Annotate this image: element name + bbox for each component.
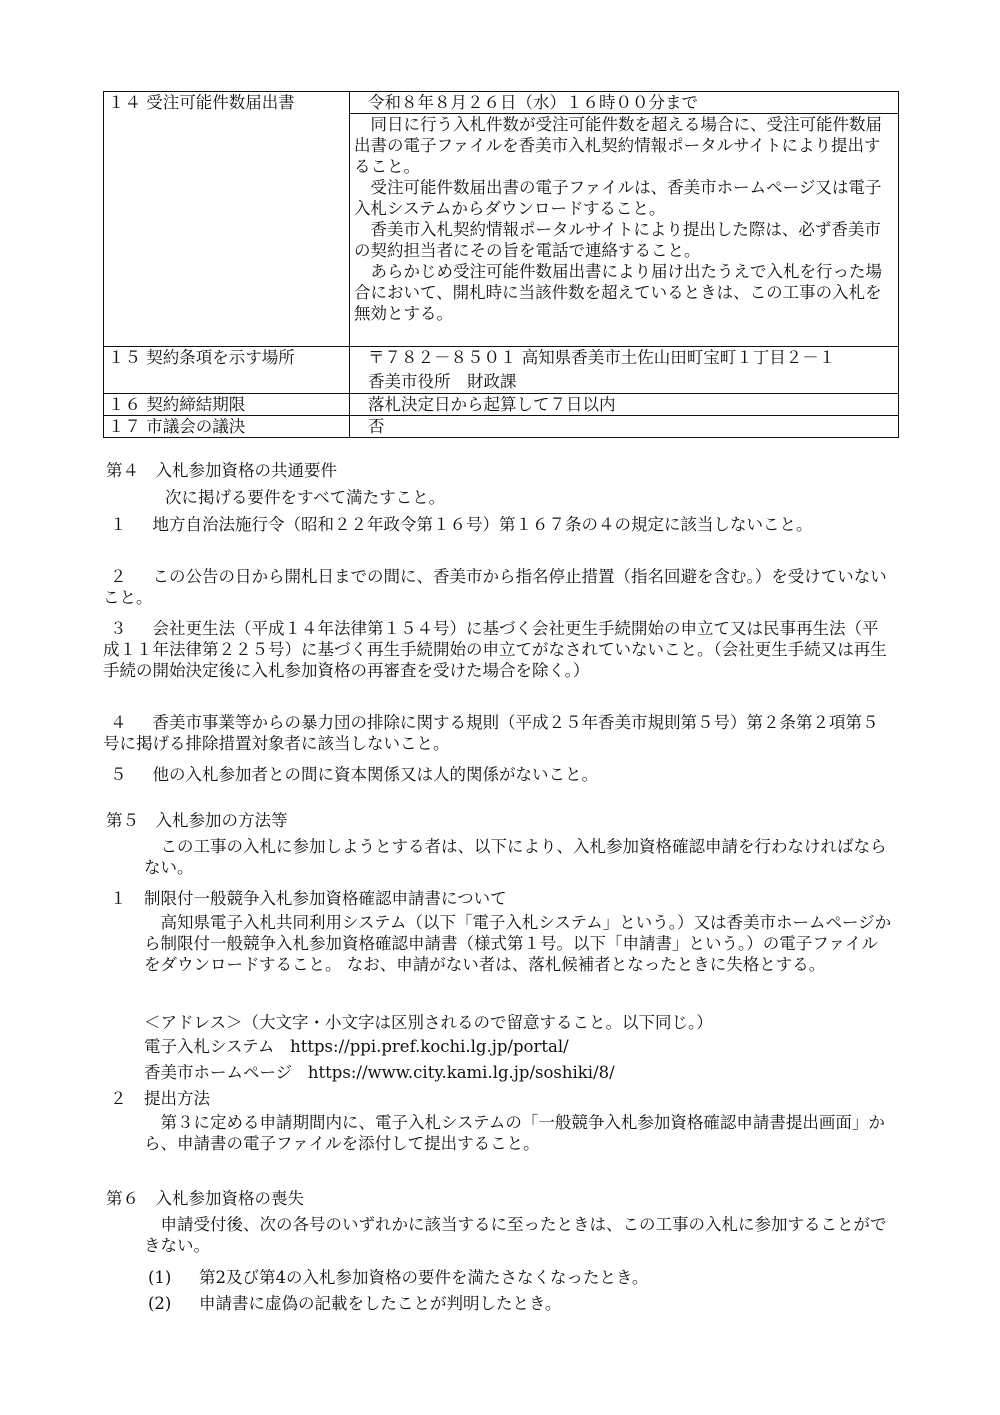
item-body: 高知県電子入札共同利用システム（以下「電子入札システム」という。）又は香美市ホームページから制限付一般競争入札参加資格確認申請書（様式第１号。以下「申請書」という。）の電子ファイルをダウンロードすること。 なお、申請がない者は、落札候補者となったときに失格とする。	[144, 913, 892, 974]
city-homepage-link[interactable]: https://www.city.kami.lg.jp/soshiki/8/	[307, 1063, 615, 1082]
item-text-wrap	[103, 514, 893, 535]
list-text: 第2及び第4の入札参加資格の要件を満たさなくなったとき。	[199, 1268, 649, 1287]
row-notes	[350, 114, 899, 347]
table-row	[104, 394, 899, 416]
link-row	[144, 1036, 894, 1057]
item-number: ２	[110, 567, 127, 586]
item-title: 提出方法	[144, 1089, 210, 1108]
note-paragraph: あらかじめ受注可能件数届出書により届け出たうえで入札を行った場合において、開札時に当該件数を超えているときは、この工事の入札を無効とする。	[354, 262, 882, 323]
item-text: 会社更生法（平成１４年法律第１５４号）に基づく会社更生手続開始の申立て又は民事再生法（平成１１年法律第２２５号）に基づく再生手続開始の申立てがなされていないこと。（会社更生手続又は再生手続の開始決定後に入札参加資格の再審査を受けた場合を除く。）	[103, 619, 887, 680]
note-paragraph: 同日に行う入札件数が受注可能件数を超える場合に、受注可能件数届出書の電子ファイルを香美市入札契約情報ポータルサイトにより提出すること。	[354, 115, 882, 176]
section-5-intro-wrap	[144, 836, 894, 878]
section-4-heading: 第４ 入札参加資格の共通要件	[106, 461, 337, 480]
row-label: １５ 契約条項を示す場所	[104, 347, 350, 394]
note-paragraph: 受注可能件数届出書の電子ファイルは、香美市ホームページ又は電子入札システムからダウンロードすること。	[354, 178, 882, 218]
list-text: 申請書に虚偽の記載をしたことが判明したとき。	[199, 1294, 562, 1313]
spec-table	[103, 91, 899, 438]
office-line: 香美市役所 財政課	[368, 372, 517, 391]
item-title: 制限付一般競争入札参加資格確認申請書について	[144, 889, 507, 908]
item-number: ５	[110, 765, 127, 784]
item-number: ２	[110, 1089, 127, 1108]
portal-link[interactable]: https://ppi.pref.kochi.lg.jp/portal/	[290, 1037, 569, 1056]
item-number: ４	[110, 713, 127, 732]
row-label: １６ 契約締結期限	[104, 394, 350, 416]
row-label: １４ 受注可能件数届出書	[104, 92, 350, 347]
row-value: 令和８年８月２６日（水）１６時００分まで	[350, 92, 899, 114]
item-text-wrap	[103, 618, 893, 681]
row-value	[350, 347, 899, 394]
table-row	[104, 347, 899, 394]
item-text: この公告の日から開札日までの間に、香美市から指名停止措置（指名回避を含む。）を受けていないこと。	[103, 567, 887, 607]
item-text-wrap	[103, 566, 893, 608]
item-body-wrap	[144, 912, 894, 975]
note-paragraph: 香美市入札契約情報ポータルサイトにより提出した際は、必ず香美市の契約担当者にその旨を電話で連絡すること。	[354, 220, 881, 260]
link-label: 香美市ホームページ	[144, 1063, 293, 1082]
link-row	[144, 1062, 894, 1083]
item-body: 第３に定める申請期間内に、電子入札システムの「一般競争入札参加資格確認申請書提出画面」から、申請書の電子ファイルを添付して提出すること。	[144, 1113, 885, 1153]
section-6-intro-wrap	[144, 1214, 894, 1256]
item-number: ３	[110, 619, 127, 638]
row-value: 落札決定日から起算して７日以内	[350, 394, 899, 416]
row-label: １７ 市議会の議決	[104, 416, 350, 438]
list-number: (1)	[148, 1268, 172, 1287]
section-6-heading: 第６ 入札参加資格の喪失	[106, 1189, 304, 1208]
address-line: 〒７８２－８５０１ 高知県香美市土佐山田町宝町１丁目２－１	[368, 348, 836, 367]
item-number: １	[110, 515, 127, 534]
item-body-wrap	[144, 1112, 894, 1154]
table-row	[104, 416, 899, 438]
item-text: 他の入札参加者との間に資本関係又は人的関係がないこと。	[152, 765, 598, 784]
link-label: 電子入札システム	[144, 1037, 275, 1056]
item-text-wrap	[103, 712, 893, 754]
section-4-intro: 次に掲げる要件をすべて満たすこと。	[165, 488, 446, 507]
list-number: (2)	[148, 1294, 172, 1313]
section-5-heading: 第５ 入札参加の方法等	[106, 811, 288, 830]
row-value: 否	[350, 416, 899, 438]
item-number: １	[110, 889, 127, 908]
address-note: ＜アドレス＞（大文字・小文字は区別されるので留意すること。以下同じ。）	[144, 1013, 713, 1032]
section-5-intro: この工事の入札に参加しようとする者は、以下により、入札参加資格確認申請を行わなければならない。	[144, 837, 887, 877]
item-text-wrap	[103, 764, 893, 785]
table-row	[104, 92, 899, 114]
item-text: 地方自治法施行令（昭和２２年政令第１６号）第１６７条の４の規定に該当しないこと。	[152, 515, 813, 534]
item-text: 香美市事業等からの暴力団の排除に関する規則（平成２５年香美市規則第５号）第２条第２項第５号に掲げる排除措置対象者に該当しないこと。	[103, 713, 879, 753]
section-6-intro: 申請受付後、次の各号のいずれかに該当するに至ったときは、この工事の入札に参加することができない。	[144, 1215, 887, 1255]
